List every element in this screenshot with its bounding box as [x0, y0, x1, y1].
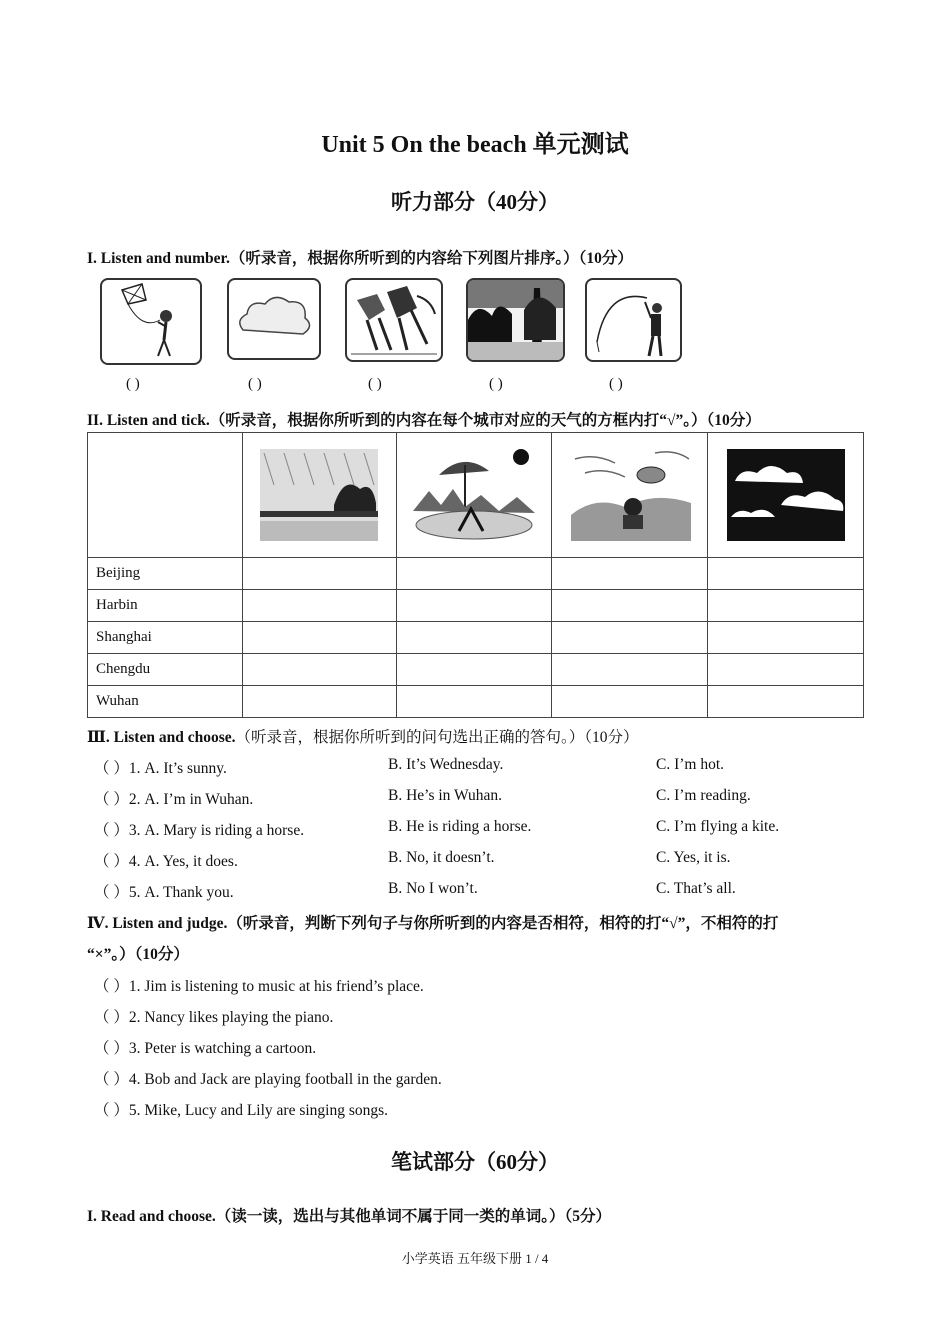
section2-heading	[87, 408, 761, 430]
tick-box[interactable]	[397, 590, 552, 622]
choose-q1[interactable]: （ ）1. A. It’s sunny.	[94, 760, 227, 777]
sunny-cell	[397, 433, 552, 558]
judge-q2[interactable]: （ ）2. Nancy likes playing the piano.	[94, 1009, 334, 1026]
city-shanghai: Shanghai	[88, 622, 243, 654]
choose-q4-option-b: B. No, it doesn’t.	[388, 849, 495, 866]
choose-q2-option-c: C. I’m reading.	[656, 787, 751, 804]
choose-q3-option-b: B. He is riding a horse.	[388, 818, 532, 835]
dark-trees-picture	[466, 278, 565, 362]
choose-q4-option-c: C. Yes, it is.	[656, 849, 731, 866]
windy-picture	[565, 445, 695, 545]
cloudy-cell	[708, 433, 864, 558]
answer-paren-3[interactable]: ( )	[368, 376, 382, 392]
tick-box[interactable]	[397, 654, 552, 686]
judge-q3[interactable]: （ ）3. Peter is watching a cartoon.	[94, 1040, 317, 1057]
choose-q4[interactable]: （ ）4. A. Yes, it does.	[94, 853, 238, 870]
rainy-cell	[242, 433, 397, 558]
choose-q5[interactable]: （ ）5. A. Thank you.	[94, 884, 234, 901]
tick-box[interactable]	[397, 622, 552, 654]
tick-box[interactable]	[397, 558, 552, 590]
section3-note: （听录音，根据你所听到的问句选出正确的答句。）（10分）	[235, 729, 639, 746]
tick-box[interactable]	[708, 686, 864, 718]
answer-paren-1[interactable]: ( )	[126, 376, 140, 392]
page-title: Unit 5 On the beach 单元测试	[321, 132, 629, 158]
table-row	[88, 590, 864, 622]
fishing-man-picture	[585, 278, 682, 362]
tick-box[interactable]	[552, 654, 708, 686]
section5-heading	[87, 1204, 611, 1226]
answer-paren-5[interactable]: ( )	[609, 376, 623, 392]
section5-note: （读一读，选出与其他单词不属于同一类的单词。）（5分）	[215, 1208, 612, 1225]
written-header: 笔试部分（60分）	[391, 1150, 559, 1174]
choose-q1-option-c: C. I’m hot.	[656, 756, 725, 773]
section1-heading	[87, 246, 633, 268]
city-chengdu: Chengdu	[88, 654, 243, 686]
windy-people-picture	[345, 278, 443, 362]
section4-note-line2: “×”。）（10分）	[87, 946, 189, 963]
city-beijing: Beijing	[88, 558, 243, 590]
tick-box[interactable]	[242, 558, 397, 590]
table-row	[88, 686, 864, 718]
city-harbin: Harbin	[88, 590, 243, 622]
tick-box[interactable]	[552, 686, 708, 718]
weather-table	[87, 432, 864, 718]
section2-note: （听录音，根据你所听到的内容在每个城市对应的天气的方框内打“√”。）（10分）	[209, 412, 761, 429]
tick-box[interactable]	[552, 590, 708, 622]
sunny-beach-picture	[409, 445, 539, 545]
cloudy-picture	[721, 445, 851, 545]
tick-box[interactable]	[708, 558, 864, 590]
judge-q5[interactable]: （ ）5. Mike, Lucy and Lily are singing songs.	[94, 1102, 389, 1119]
section1-note: （听录音，根据你所听到的内容给下列图片排序。）（10分）	[229, 250, 633, 267]
tick-box[interactable]	[552, 558, 708, 590]
windy-cell	[552, 433, 708, 558]
section1-title: I. Listen and number.	[87, 250, 230, 267]
tick-box[interactable]	[708, 654, 864, 686]
table-row	[88, 622, 864, 654]
judge-q4[interactable]: （ ）4. Bob and Jack are playing football in the garden.	[94, 1071, 442, 1088]
section2-title: II. Listen and tick.	[87, 412, 210, 429]
weather-header-row	[88, 433, 864, 558]
choose-q5-option-b: B. No I won’t.	[388, 880, 478, 897]
choose-q3[interactable]: （ ）3. A. Mary is riding a horse.	[94, 822, 305, 839]
answer-paren-2[interactable]: ( )	[248, 376, 262, 392]
empty-corner-cell	[88, 433, 243, 558]
section5-title: I. Read and choose.	[87, 1208, 216, 1225]
tick-box[interactable]	[242, 590, 397, 622]
tick-box[interactable]	[242, 686, 397, 718]
kite-girl-picture	[100, 278, 202, 365]
tick-box[interactable]	[708, 590, 864, 622]
section3-title: Ⅲ. Listen and choose.	[87, 729, 236, 746]
cloud-picture	[227, 278, 321, 360]
choose-q3-option-c: C. I’m flying a kite.	[656, 818, 780, 835]
choose-q5-option-c: C. That’s all.	[656, 880, 736, 897]
tick-box[interactable]	[397, 686, 552, 718]
judge-q1[interactable]: （ ）1. Jim is listening to music at his friend’s place.	[94, 978, 424, 995]
page-footer: 小学英语 五年级下册 1 / 4	[401, 1251, 549, 1266]
table-row	[88, 654, 864, 686]
listening-header: 听力部分（40分）	[391, 190, 559, 214]
tick-box[interactable]	[242, 654, 397, 686]
answer-paren-4[interactable]: ( )	[489, 376, 503, 392]
city-wuhan: Wuhan	[88, 686, 243, 718]
tick-box[interactable]	[708, 622, 864, 654]
section4-title: Ⅳ. Listen and judge.	[87, 915, 228, 932]
tick-box[interactable]	[242, 622, 397, 654]
rainy-picture	[254, 445, 384, 545]
choose-q2[interactable]: （ ）2. A. I’m in Wuhan.	[94, 791, 254, 808]
choose-q1-option-b: B. It’s Wednesday.	[388, 756, 504, 773]
section3-heading	[87, 725, 639, 747]
tick-box[interactable]	[552, 622, 708, 654]
choose-q2-option-b: B. He’s in Wuhan.	[388, 787, 503, 804]
table-row	[88, 558, 864, 590]
section4-heading	[87, 911, 778, 933]
section4-note-line1: （听录音，判断下列句子与你所听到的内容是否相符，相符的打“√”，不相符的打	[227, 915, 779, 932]
